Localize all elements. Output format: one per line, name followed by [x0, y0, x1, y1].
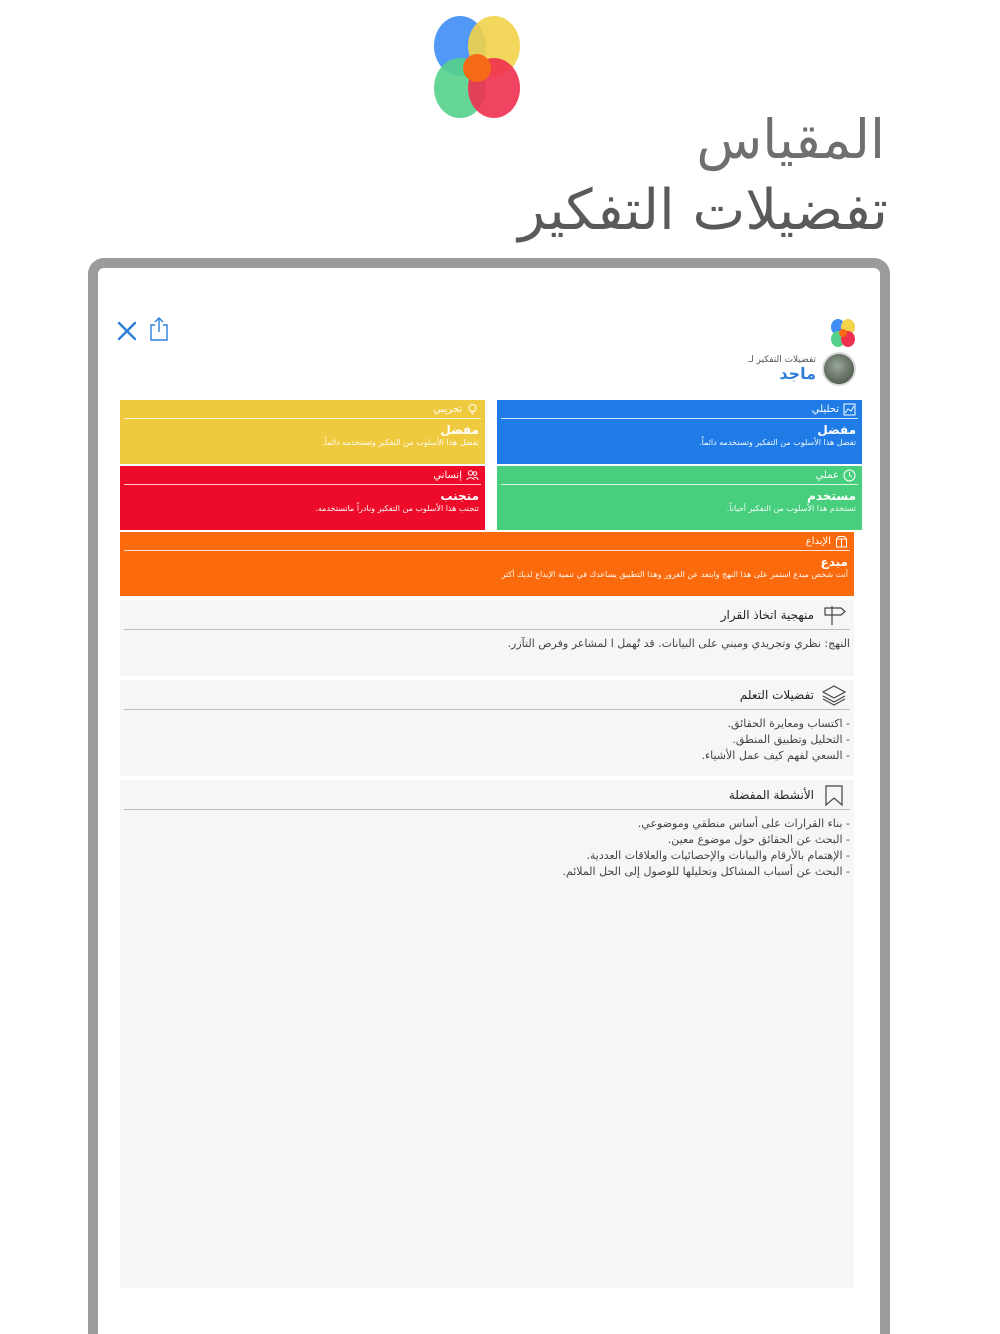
- section-decision-line: النهج: نظري وتجريدي ومبني على البيانات. قد تُهمل ا لمشاعر وفرص التآزر.: [507, 637, 850, 650]
- card-analytical-desc: تفضل هذا الأسلوب من التفكير وتستخدمه دائماً.: [699, 438, 856, 447]
- section-activities-line: - الإهتمام بالأرقام والبيانات والإحصائيات والعلاقات العددية.: [586, 849, 850, 862]
- card-analytical[interactable]: [497, 400, 862, 464]
- card-practical-desc: تستخدم هذا الأسلوب من التفكير أحياناً.: [726, 504, 856, 513]
- card-creativity-title: الإبداع: [805, 536, 831, 547]
- section-learning-body: [120, 710, 854, 764]
- card-practical-header: [501, 469, 858, 485]
- card-practical-title: عملي: [815, 470, 839, 481]
- bookmark-icon: [822, 784, 846, 806]
- card-human-title: إنساني: [433, 470, 462, 481]
- analytics-icon: [843, 403, 856, 416]
- section-decision-header: [124, 600, 850, 630]
- section-activities-line: - البحث عن الحقائق حول موضوع معين.: [667, 833, 850, 846]
- app-mini-logo-icon: [830, 318, 856, 348]
- card-human-desc: تتجنب هذا الأسلوب من التفكير ونادراً ماتستخدمه.: [315, 504, 479, 513]
- card-analytical-header: [501, 403, 858, 419]
- section-learning-line: - التحليل وتطبيق المنطق.: [732, 733, 850, 746]
- card-human-level: متجنب: [440, 489, 479, 503]
- section-activities-header: [124, 780, 850, 810]
- section-learning: [120, 680, 854, 776]
- card-creativity[interactable]: [120, 532, 854, 596]
- profile-name: ماجد: [779, 364, 816, 383]
- section-activities-title: الأنشطة المفضلة: [728, 787, 814, 802]
- section-learning-line: - السعي لفهم كيف عمل الأشياء.: [701, 749, 850, 762]
- signpost-icon: [822, 604, 846, 626]
- card-creativity-desc: أنت شخص مبدع استمر على هذا النهج وابتعد عن الغرور وهذا التطبيق يساعدك في تنمية الإبداع لديك أكثر: [501, 570, 848, 579]
- section-decision: [120, 600, 854, 676]
- people-icon: [466, 469, 479, 482]
- card-creativity-header: [124, 535, 850, 551]
- profile-subtitle: تفضيلات التفكير لـ: [748, 355, 816, 365]
- lightbulb-icon: [466, 403, 479, 416]
- clock-icon: [843, 469, 856, 482]
- hero-title-line2: تفضيلات التفكير: [518, 178, 888, 243]
- card-experimental-level: مفضل: [440, 423, 479, 437]
- details-panel: [120, 600, 854, 1288]
- card-practical-level: مستخدم: [807, 489, 856, 503]
- close-icon[interactable]: [116, 320, 138, 342]
- box-icon: [835, 535, 848, 548]
- section-learning-line: - اكتساب ومعايرة الحقائق.: [727, 717, 850, 730]
- avatar: [822, 352, 856, 386]
- card-human-header: [124, 469, 481, 485]
- card-experimental-desc: تفضل هذا الأسلوب من التفكير وتستخدمه دائماً.: [322, 438, 479, 447]
- hero-title-line1: المقياس: [696, 108, 885, 171]
- section-activities-line: - بناء القرارات على أساس منطقي وموضوعي.: [637, 817, 850, 830]
- section-activities-line: - البحث عن أسباب المشاكل وتحليلها للوصول إلى الحل الملائم.: [562, 865, 850, 878]
- tablet-frame: [88, 258, 890, 1334]
- profile-text: [748, 355, 816, 383]
- section-decision-title: منهجية اتخاذ القرار: [720, 607, 814, 622]
- card-analytical-title: تحليلي: [811, 404, 839, 415]
- app-logo-icon: [430, 12, 524, 124]
- app-screen: [98, 268, 880, 1334]
- profile-header: [748, 352, 856, 386]
- share-icon[interactable]: [148, 316, 170, 342]
- section-activities: [120, 780, 854, 1288]
- card-experimental[interactable]: [120, 400, 485, 464]
- card-experimental-title: تجريبي: [433, 404, 462, 415]
- section-activities-body: [120, 810, 854, 880]
- card-experimental-header: [124, 403, 481, 419]
- card-human[interactable]: [120, 466, 485, 530]
- card-analytical-level: مفضل: [817, 423, 856, 437]
- section-learning-title: تفضيلات التعلم: [739, 687, 814, 702]
- section-decision-body: [120, 630, 854, 652]
- card-practical[interactable]: [497, 466, 862, 530]
- card-creativity-level: مبدع: [820, 555, 848, 569]
- section-learning-header: [124, 680, 850, 710]
- layers-icon: [822, 684, 846, 706]
